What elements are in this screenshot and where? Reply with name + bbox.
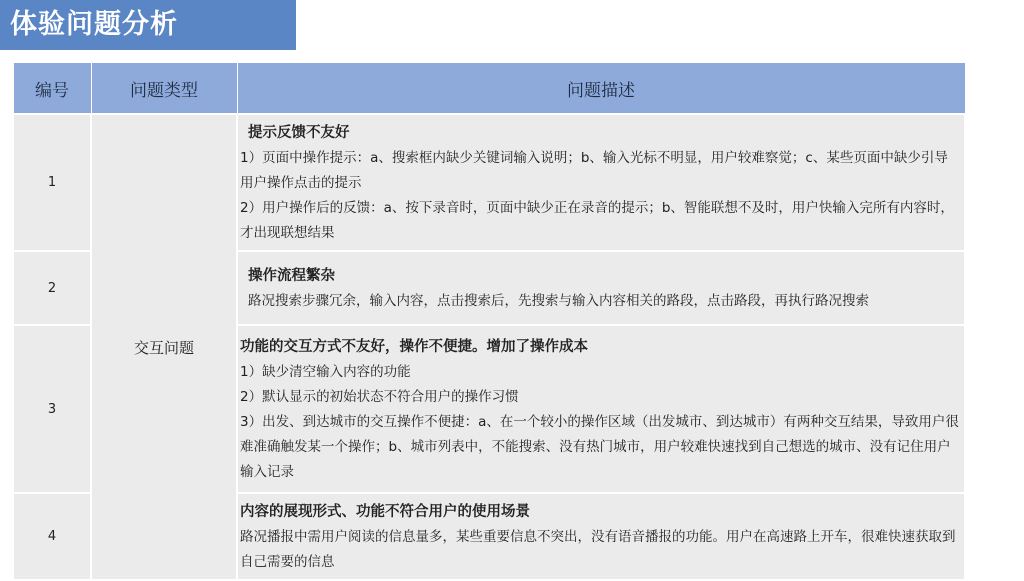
description-line: 路况播报中需用户阅读的信息量多，某些重要信息不突出，没有语音播报的功能。用户在高速路上开车，很难快速获取到自己需要的信息 [240, 529, 956, 570]
header-type: 问题类型 [91, 63, 237, 115]
description-line: 1）缺少清空输入内容的功能 [240, 364, 411, 380]
description-line: 1）页面中操作提示：a、搜索框内缺少关键词输入说明；b、输入光标不明显，用户较难察觉；c、某些页面中缺少引导用户操作点击的提示 [240, 150, 948, 191]
description-line: 路况搜索步骤冗余，输入内容，点击搜索后，先搜索与输入内容相关的路段，点击路段，再执行路况搜索 [248, 293, 869, 309]
row-description [237, 114, 965, 251]
row-heading: 内容的展现形式、功能不符合用户的使用场景 [240, 504, 530, 520]
issue-type-cell: 交互问题 [91, 114, 237, 580]
description-line: 2）默认显示的初始状态不符合用户的操作习惯 [240, 389, 519, 405]
row-heading: 功能的交互方式不友好，操作不便捷。增加了操作成本 [240, 339, 588, 355]
description-line: 2）用户操作后的反馈：a、按下录音时，页面中缺少正在录音的提示；b、智能联想不及时，用户快输入完所有内容时，才出现联想结果 [240, 200, 954, 241]
table-row [13, 114, 965, 251]
row-heading: 提示反馈不友好 [248, 125, 350, 141]
row-number: 1 [13, 114, 91, 251]
header-desc: 问题描述 [237, 63, 965, 115]
table-header-row [13, 63, 965, 115]
row-description [237, 493, 965, 580]
row-description [237, 251, 965, 325]
description-line: 3）出发、到达城市的交互操作不便捷：a、在一个较小的操作区域（出发城市、到达城市）有两种交互结果，导致用户很难准确触发某一个操作；b、城市列表中，不能搜索、没有热门城市，用户较难快速找到自己想选的城市、没有记住用户输入记录 [240, 414, 959, 480]
row-number: 4 [13, 493, 91, 580]
row-heading: 操作流程繁杂 [248, 268, 335, 284]
header-num: 编号 [13, 63, 91, 115]
issues-table [12, 62, 966, 581]
row-description [237, 325, 965, 493]
page-title: 体验问题分析 [0, 0, 296, 50]
row-number: 2 [13, 251, 91, 325]
row-number: 3 [13, 325, 91, 493]
